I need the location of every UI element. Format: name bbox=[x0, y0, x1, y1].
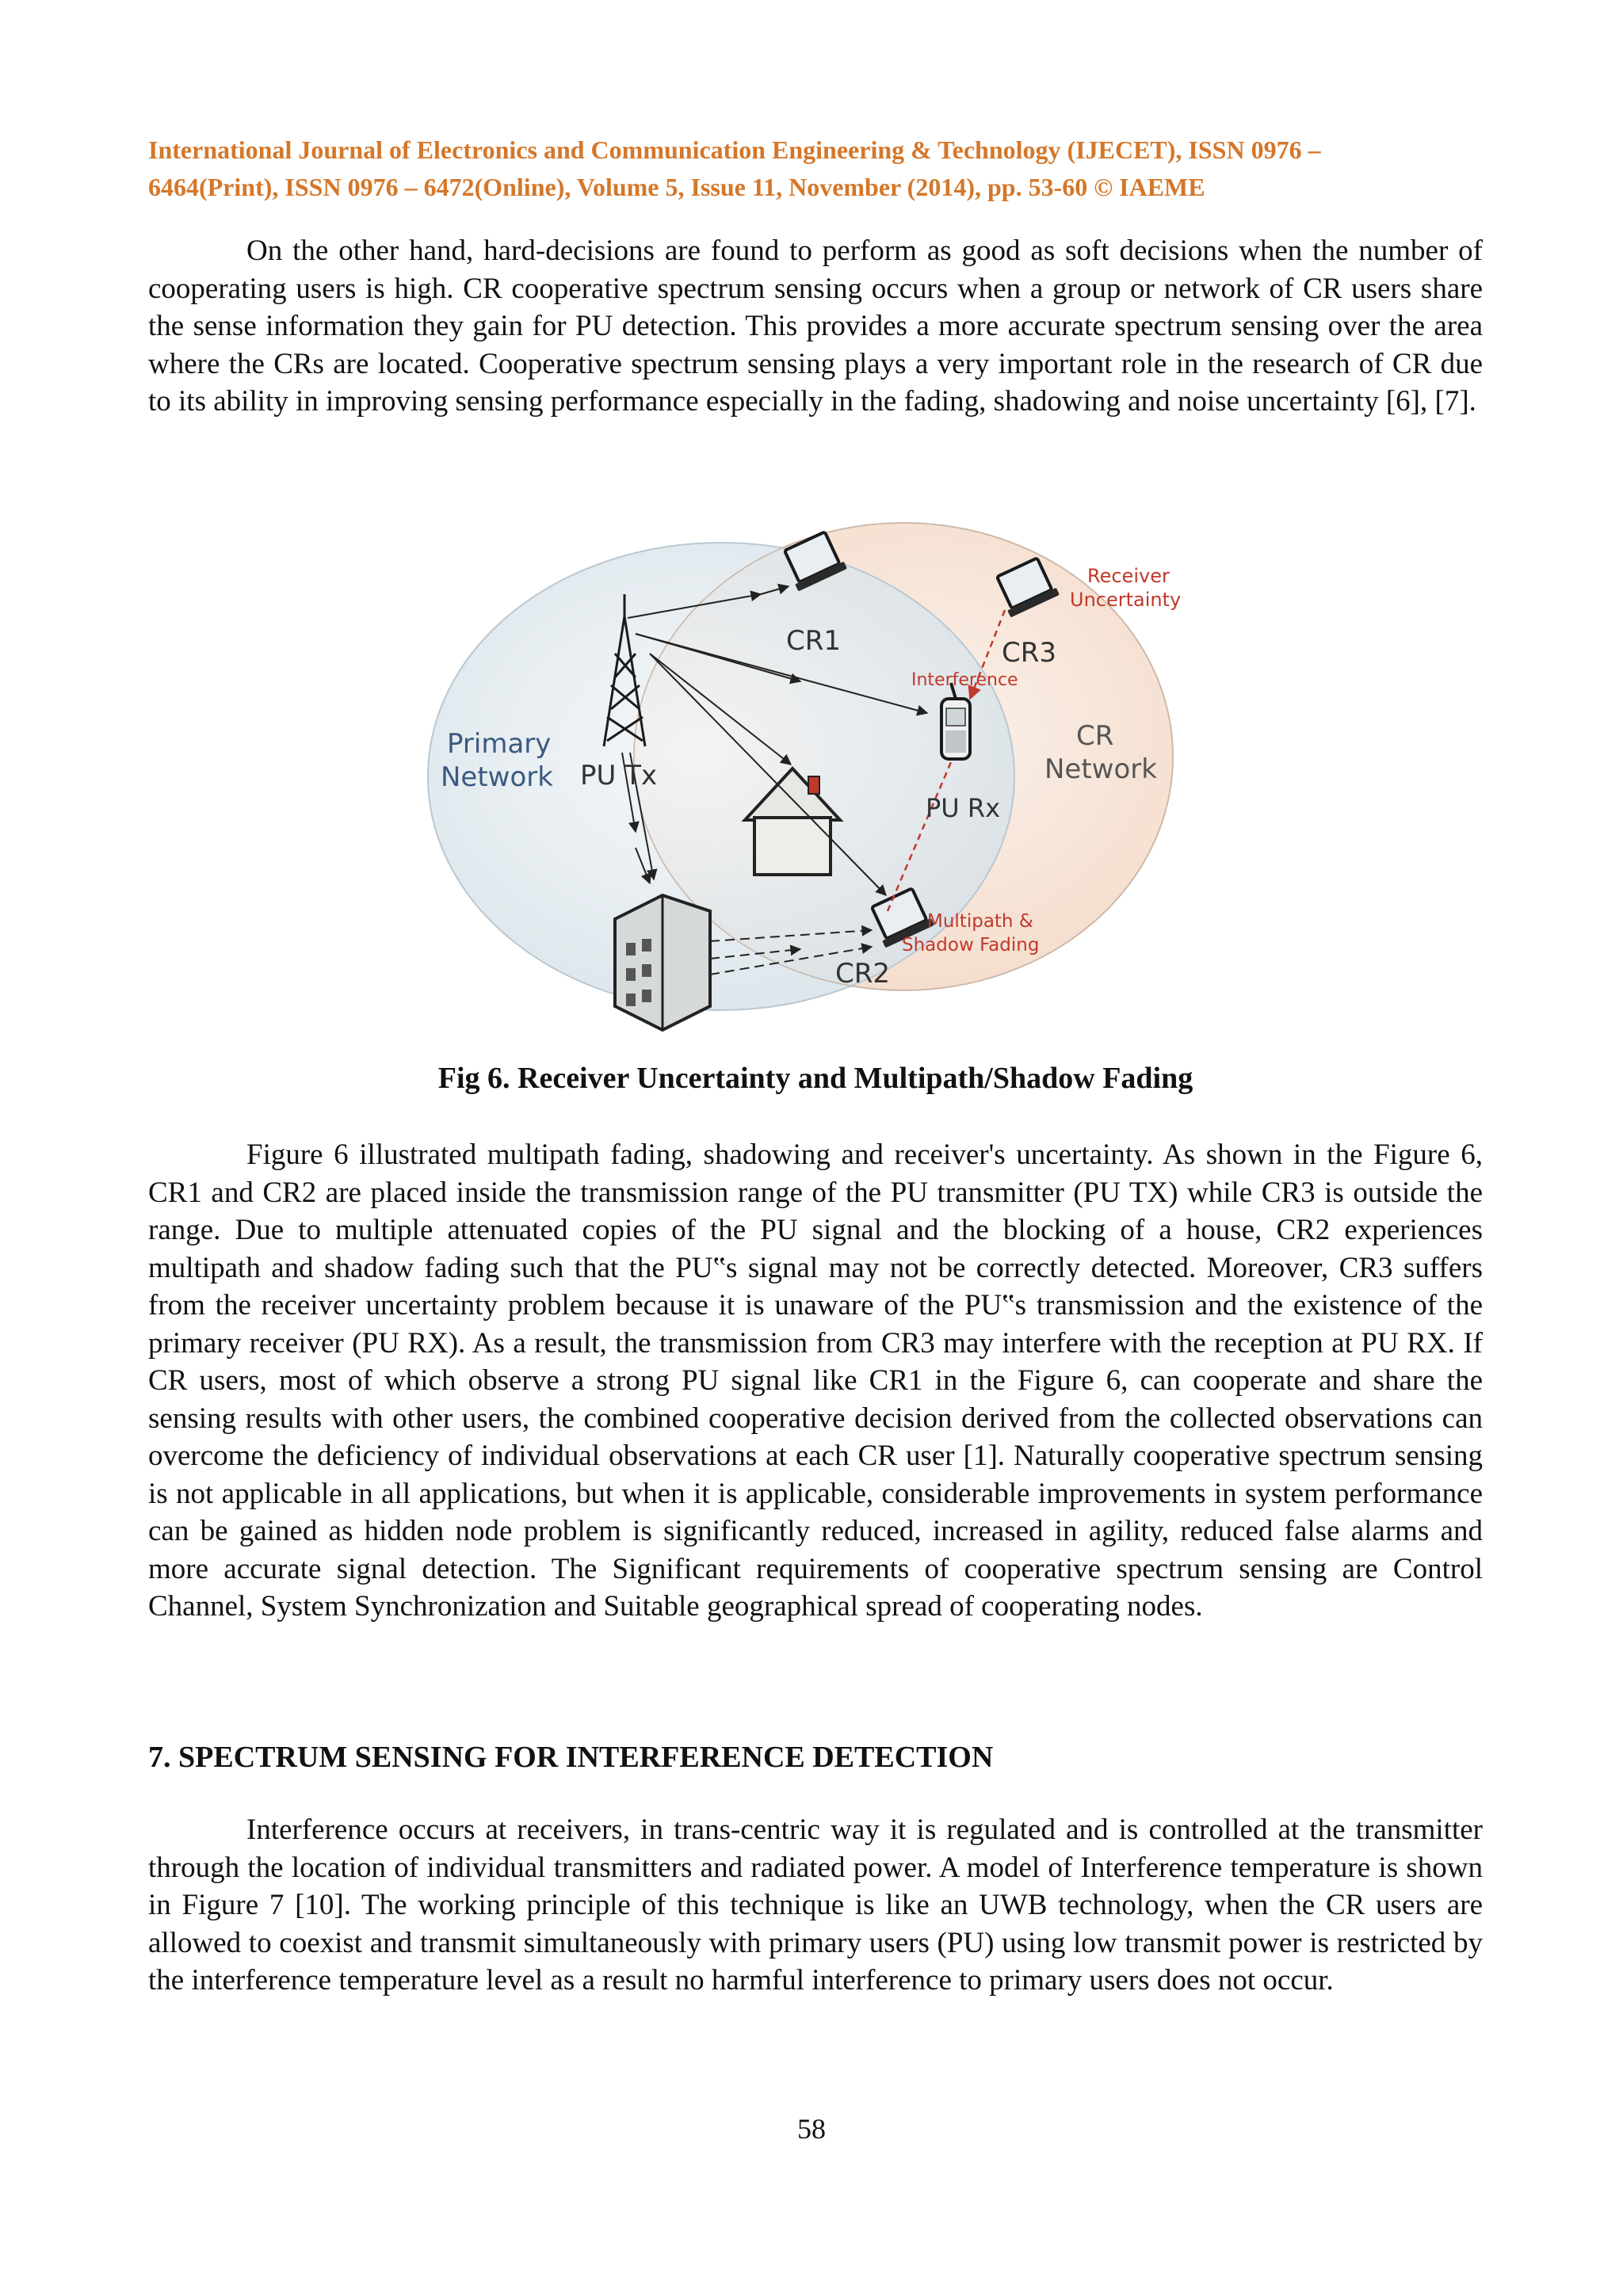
journal-header-line-2: 6464(Print), ISSN 0976 – 6472(Online), Volume 5, Issue 11, November (2014), pp. 53-60 © IAEME bbox=[148, 173, 1205, 201]
journal-header bbox=[148, 132, 1483, 206]
label-primary-2: Network bbox=[441, 761, 553, 793]
figure-receiver-uncertainty bbox=[412, 515, 1212, 1046]
label-multipath: Multipath & bbox=[927, 911, 1033, 932]
label-cr2: CR2 bbox=[835, 958, 890, 990]
label-primary-1: Primary bbox=[447, 728, 552, 760]
paragraph-cooperative-sensing: On the other hand, hard-decisions are found to perform as good as soft decisions when the number of cooperating users is high. CR cooperative spectrum sensing occurs when a group or network of CR users share the sense information they gain for PU detection. This provides a more accurate spectrum sensing over the area where the CRs are located. Cooperative spectrum sensing plays a very important role in the research of CR due to its ability in improving sensing performance especially in the fading, shadowing and noise uncertainty [6], [7]. bbox=[148, 235, 1483, 418]
building-icon bbox=[615, 895, 710, 1030]
label-pu-rx: PU Rx bbox=[926, 793, 1001, 823]
paragraph-figure-6-discussion: Figure 6 illustrated multipath fading, shadowing and receiver's uncertainty. As shown in the Figure 6, CR1 and CR2 are placed inside the transmission range of the PU transmitter (PU TX) while CR3 is outside the range. Due to multiple attenuated copies of the PU signal and the blocking of a house, CR2 experiences multipath and shadow fading such that the PU‟s signal may not be correctly detected. Moreover, CR3 suffers from the receiver uncertainty problem because it is unaware of the PU‟s transmission and the existence of the primary receiver (PU RX). As a result, the transmission from CR3 may interfere with the reception at PU RX. If CR users, most of which observe a strong PU signal like CR1 in the Figure 6, can cooperate and share the sensing results with other users, the combined cooperative decision derived from the collected observations can overcome the deficiency of individual observations at each CR user [1]. Naturally cooperative spectrum sensing is not applicable in all applications, but when it is applicable, considerable improvements in system performance can be gained as hidden node problem is significantly reduced, increased in agility, reduced false alarms and more accurate signal detection. The Significant requirements of cooperative spectrum sensing are Control Channel, System Synchronization and Suitable geographical spread of cooperating nodes. bbox=[148, 1138, 1483, 1623]
label-interference: Interference bbox=[911, 670, 1018, 690]
label-cr-network-1: CR bbox=[1076, 720, 1114, 752]
journal-header-line-1: International Journal of Electronics and Communication Engineering & Technology (IJECET), ISSN 0976 – bbox=[148, 135, 1321, 164]
page-number: 58 bbox=[797, 2113, 826, 2145]
section-heading: 7. SPECTRUM SENSING FOR INTERFERENCE DETECTION bbox=[148, 1741, 994, 1774]
label-shadow-fading: Shadow Fading bbox=[902, 935, 1040, 955]
label-uncertainty: Uncertainty bbox=[1070, 589, 1182, 611]
label-cr-network-2: Network bbox=[1044, 753, 1157, 785]
label-receiver: Receiver bbox=[1087, 565, 1170, 587]
label-cr1: CR1 bbox=[786, 625, 841, 657]
paragraph-interference-detection: Interference occurs at receivers, in trans-centric way it is regulated and is controlled at the transmitter through the location of individual transmitters and radiated power. A model of Interference temperature is shown in Figure 7 [10]. The working principle of this technique is like an UWB technology, when the CR users are allowed to coexist and transmit simultaneously with primary users (PU) using low transmit power is restricted by the interference temperature level as a result no harmful interference to primary users does not occur. bbox=[148, 1814, 1483, 1997]
figure-caption: Fig 6. Receiver Uncertainty and Multipath/Shadow Fading bbox=[437, 1062, 1193, 1095]
label-pu-tx: PU Tx bbox=[580, 760, 658, 791]
label-cr3: CR3 bbox=[1002, 637, 1056, 669]
